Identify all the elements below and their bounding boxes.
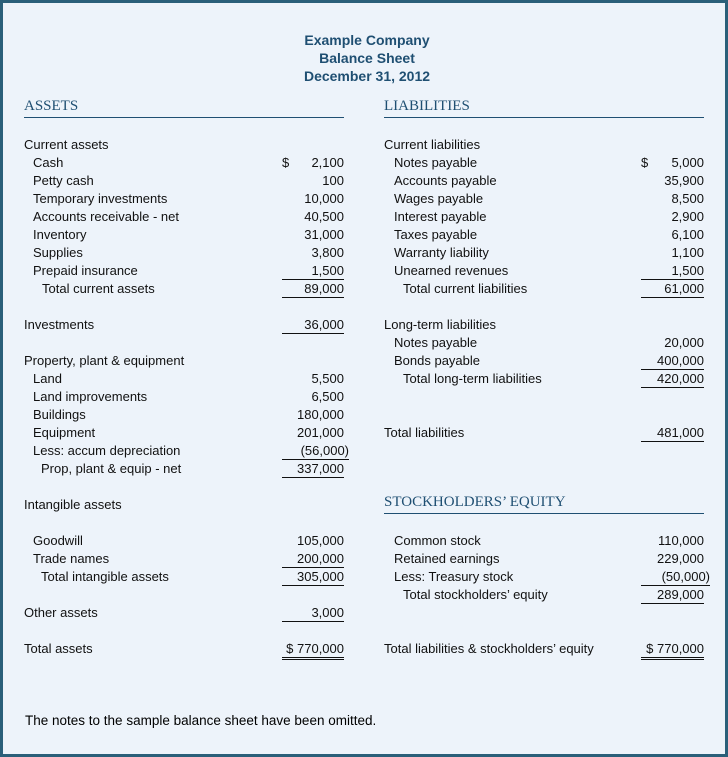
equity-line-label: Less: Treasury stock (394, 569, 514, 584)
ppe-line-value: 6,500 (311, 389, 344, 404)
equity-line-value: (50,000) (641, 569, 710, 586)
liability-line-value: 6,100 (671, 227, 704, 242)
total-current-liabilities-value: 61,000 (641, 281, 704, 298)
intangible-line-value: 105,000 (297, 533, 344, 548)
asset-line-value: 3,800 (311, 245, 344, 260)
liability-line-label: Accounts payable (394, 173, 497, 188)
ppe-line-label: Land improvements (33, 389, 148, 404)
dollar-sign: $ (282, 155, 290, 170)
company-name: Example Company (304, 32, 430, 48)
long-term-line-label: Bonds payable (394, 353, 481, 368)
asset-line-label: Inventory (33, 227, 87, 242)
liability-line-value: 2,900 (671, 209, 704, 224)
current-liabilities-label: Current liabilities (384, 137, 481, 152)
equity-line-label: Retained earnings (394, 551, 500, 566)
total-equity-label: Total stockholders’ equity (403, 587, 548, 602)
ppe-line-value: 180,000 (297, 407, 344, 422)
dollar-sign: $ (641, 155, 649, 170)
intangible-line-label: Trade names (33, 551, 110, 566)
liability-line-value: 1,500 (641, 263, 704, 280)
asset-line-value: 1,500 (282, 263, 344, 280)
current-assets-label: Current assets (24, 137, 109, 152)
ppe-total-label: Prop, plant & equip - net (41, 461, 182, 476)
ppe-line-label: Buildings (33, 407, 86, 422)
sheet-date: December 31, 2012 (303, 68, 431, 84)
ppe-line-value: 201,000 (297, 425, 344, 440)
liability-line-label: Wages payable (394, 191, 484, 206)
asset-line-label: Prepaid insurance (33, 263, 138, 278)
intangible-total-label: Total intangible assets (41, 569, 169, 584)
grand-total-value: $ 770,000 (641, 641, 704, 660)
asset-line-value: 10,000 (304, 191, 344, 206)
asset-line-value: 100 (322, 173, 344, 188)
asset-line-label: Supplies (33, 245, 83, 260)
total-liabilities-label: Total liabilities (384, 425, 465, 440)
liability-line-value: 5,000 (671, 155, 704, 170)
intangible-label: Intangible assets (24, 497, 122, 512)
equity-line-value: 110,000 (657, 533, 704, 548)
asset-line-value: 40,500 (304, 209, 344, 224)
long-term-line-value: 400,000 (641, 353, 704, 370)
ppe-line-value: 5,500 (311, 371, 344, 386)
ppe-line-label: Less: accum depreciation (33, 443, 181, 458)
total-long-term-value: 420,000 (641, 371, 704, 388)
other-assets-value: 3,000 (282, 605, 344, 622)
liability-line-label: Unearned revenues (394, 263, 509, 278)
other-assets-label: Other assets (24, 605, 98, 620)
asset-line-label: Cash (33, 155, 64, 170)
long-term-line-value: 20,000 (664, 335, 704, 350)
sheet-title: Balance Sheet (319, 50, 415, 66)
grand-total-label: Total liabilities & stockholders’ equity (384, 641, 594, 656)
ppe-line-label: Land (33, 371, 62, 386)
ppe-total-value: 337,000 (282, 461, 344, 478)
intangible-total-value: 305,000 (282, 569, 344, 586)
intangible-line-value: 200,000 (282, 551, 344, 568)
total-liabilities-value: 481,000 (641, 425, 704, 442)
asset-line-label: Petty cash (33, 173, 94, 188)
ppe-line-value: (56,000) (282, 443, 349, 460)
total-equity-value: 289,000 (641, 587, 704, 604)
total-current-assets-value: 89,000 (282, 281, 344, 298)
total-current-liabilities-label: Total current liabilities (403, 281, 528, 296)
asset-line-value: 31,000 (304, 227, 344, 242)
asset-line-label: Accounts receivable - net (33, 209, 179, 224)
intangible-line-label: Goodwill (33, 533, 83, 548)
assets-heading: ASSETS (24, 98, 344, 118)
liabilities-heading: LIABILITIES (384, 98, 704, 118)
ppe-line-label: Equipment (33, 425, 96, 440)
total-assets-value: $ 770,000 (282, 641, 344, 660)
total-long-term-label: Total long-term liabilities (403, 371, 542, 386)
liability-line-label: Taxes payable (394, 227, 478, 242)
asset-line-label: Temporary investments (33, 191, 168, 206)
asset-line-value: 2,100 (311, 155, 344, 170)
long-term-liabilities-label: Long-term liabilities (384, 317, 496, 332)
liability-line-label: Interest payable (394, 209, 487, 224)
total-current-assets-label: Total current assets (42, 281, 155, 296)
investments-value: 36,000 (282, 317, 344, 334)
equity-line-value: 229,000 (657, 551, 704, 566)
equity-line-label: Common stock (394, 533, 481, 548)
long-term-line-label: Notes payable (394, 335, 478, 350)
liability-line-value: 8,500 (671, 191, 704, 206)
liability-line-value: 35,900 (664, 173, 704, 188)
liability-line-value: 1,100 (671, 245, 704, 260)
liability-line-label: Notes payable (394, 155, 478, 170)
footnote: The notes to the sample balance sheet have been omitted. (25, 713, 377, 728)
equity-heading: STOCKHOLDERS’ EQUITY (384, 494, 704, 514)
investments-label: Investments (24, 317, 95, 332)
ppe-label: Property, plant & equipment (24, 353, 185, 368)
total-assets-label: Total assets (24, 641, 93, 656)
liability-line-label: Warranty liability (394, 245, 489, 260)
